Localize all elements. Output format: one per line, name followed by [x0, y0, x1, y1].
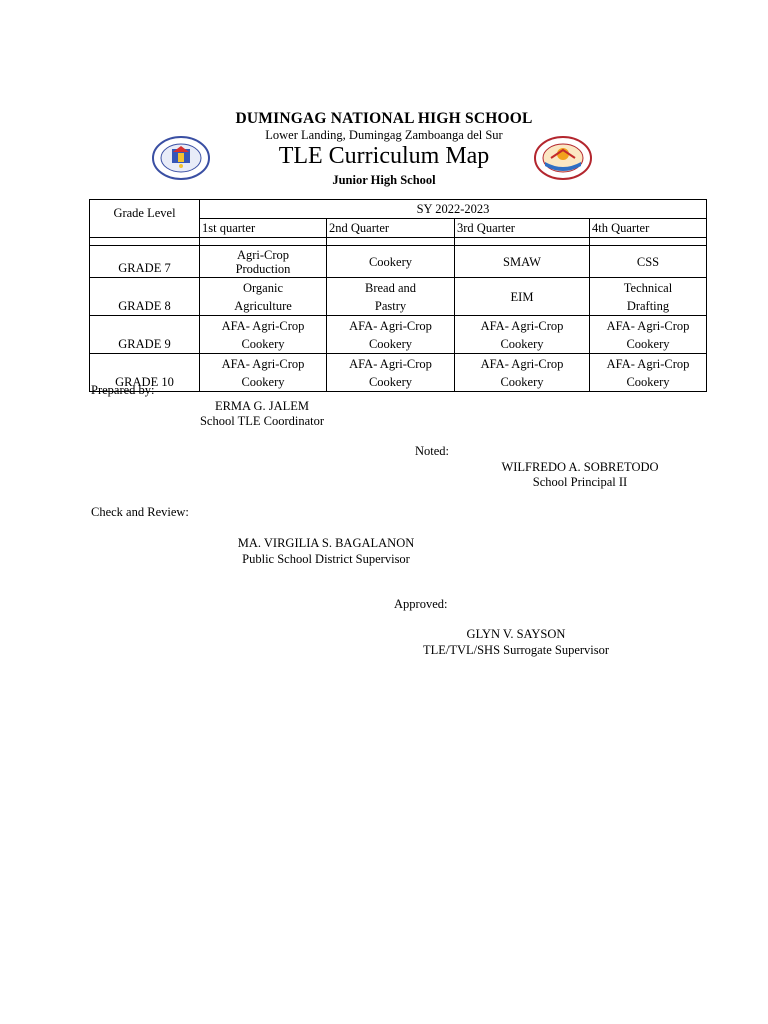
subject-cell — [200, 316, 327, 354]
noted-name: WILFREDO A. SOBRETODO — [501, 460, 659, 474]
subject-cell — [200, 246, 327, 278]
quarter-header-4: 4th Quarter — [590, 219, 707, 238]
subject-line: Cookery — [626, 336, 670, 351]
subject-cell — [200, 354, 327, 392]
table-row — [90, 354, 707, 392]
school-year-header: SY 2022-2023 — [200, 200, 707, 219]
subject-cell: SMAW — [455, 246, 590, 278]
subject-cell — [590, 354, 707, 392]
subject-line: AFA- Agri-Crop — [349, 318, 432, 333]
subject-cell — [327, 316, 455, 354]
spacer-cell — [90, 238, 200, 246]
spacer-cell — [327, 238, 455, 246]
deped-seal-icon — [151, 136, 211, 180]
subject-cell: Cookery — [327, 246, 455, 278]
noted-title: School Principal II — [532, 475, 628, 489]
prepared-by-name: ERMA G. JALEM — [214, 399, 310, 413]
subject-line: Agri-Crop — [236, 247, 290, 262]
deped-division-seal-icon — [533, 136, 593, 180]
grade-label: GRADE 8 — [90, 278, 200, 316]
subject-line: AFA- Agri-Crop — [480, 318, 564, 333]
grade-label: GRADE 9 — [90, 316, 200, 354]
subject-line: AFA- Agri-Crop — [349, 356, 432, 371]
document-title: TLE Curriculum Map — [278, 143, 490, 169]
subject-cell — [200, 278, 327, 316]
spacer-cell — [455, 238, 590, 246]
approver-name: GLYN V. SAYSON — [466, 627, 566, 641]
school-name: DUMINGAG NATIONAL HIGH SCHOOL — [235, 110, 533, 127]
document-subtitle: Junior High School — [332, 173, 436, 187]
table-row — [90, 278, 707, 316]
approver-title: TLE/TVL/SHS Surrogate Supervisor — [422, 643, 610, 657]
subject-line: Cookery — [368, 336, 413, 351]
grade-level-header: Grade Level — [90, 200, 200, 238]
school-address: Lower Landing, Dumingag Zamboanga del Sur — [265, 128, 503, 142]
reviewer-name: MA. VIRGILIA S. BAGALANON — [237, 536, 415, 550]
grade-label: GRADE 7 — [90, 246, 200, 278]
subject-line: Organic — [242, 280, 284, 295]
noted-label: Noted: — [415, 444, 450, 458]
subject-cell — [590, 278, 707, 316]
subject-line: Technical — [623, 280, 673, 295]
subject-line: Bread and — [364, 280, 417, 295]
table-row — [90, 246, 707, 278]
subject-line: Cookery — [368, 374, 413, 389]
subject-cell — [327, 354, 455, 392]
curriculum-table — [89, 199, 707, 392]
subject-cell: CSS — [590, 246, 707, 278]
subject-line: Pastry — [374, 298, 407, 313]
approved-label: Approved: — [394, 597, 448, 611]
subject-cell — [455, 316, 590, 354]
subject-line: AFA- Agri-Crop — [606, 356, 690, 371]
quarter-header-2: 2nd Quarter — [327, 219, 455, 238]
spacer-cell — [590, 238, 707, 246]
subject-cell — [455, 354, 590, 392]
subject-cell — [327, 278, 455, 316]
subject-line: Cookery — [241, 374, 285, 389]
subject-line: Production — [235, 261, 291, 276]
reviewer-title: Public School District Supervisor — [242, 552, 410, 566]
quarter-header-3: 3rd Quarter — [455, 219, 590, 238]
subject-line: Agriculture — [234, 298, 292, 313]
subject-line: AFA- Agri-Crop — [221, 318, 305, 333]
quarter-header-1: 1st quarter — [200, 219, 327, 238]
subject-line: Drafting — [626, 298, 670, 313]
grade-label: GRADE 10 — [90, 354, 200, 392]
spacer-cell — [200, 238, 327, 246]
subject-line: AFA- Agri-Crop — [480, 356, 564, 371]
subject-line: AFA- Agri-Crop — [606, 318, 690, 333]
subject-line: Cookery — [626, 374, 670, 389]
subject-line: AFA- Agri-Crop — [221, 356, 305, 371]
check-review-label: Check and Review: — [91, 505, 189, 519]
prepared-by-label: Prepared by: — [91, 383, 155, 397]
subject-line: Cookery — [500, 374, 544, 389]
subject-line: Cookery — [500, 336, 544, 351]
subject-cell — [590, 316, 707, 354]
prepared-by-title: School TLE Coordinator — [199, 414, 325, 428]
subject-cell: EIM — [455, 278, 590, 316]
table-row — [90, 316, 707, 354]
subject-line: Cookery — [241, 336, 285, 351]
